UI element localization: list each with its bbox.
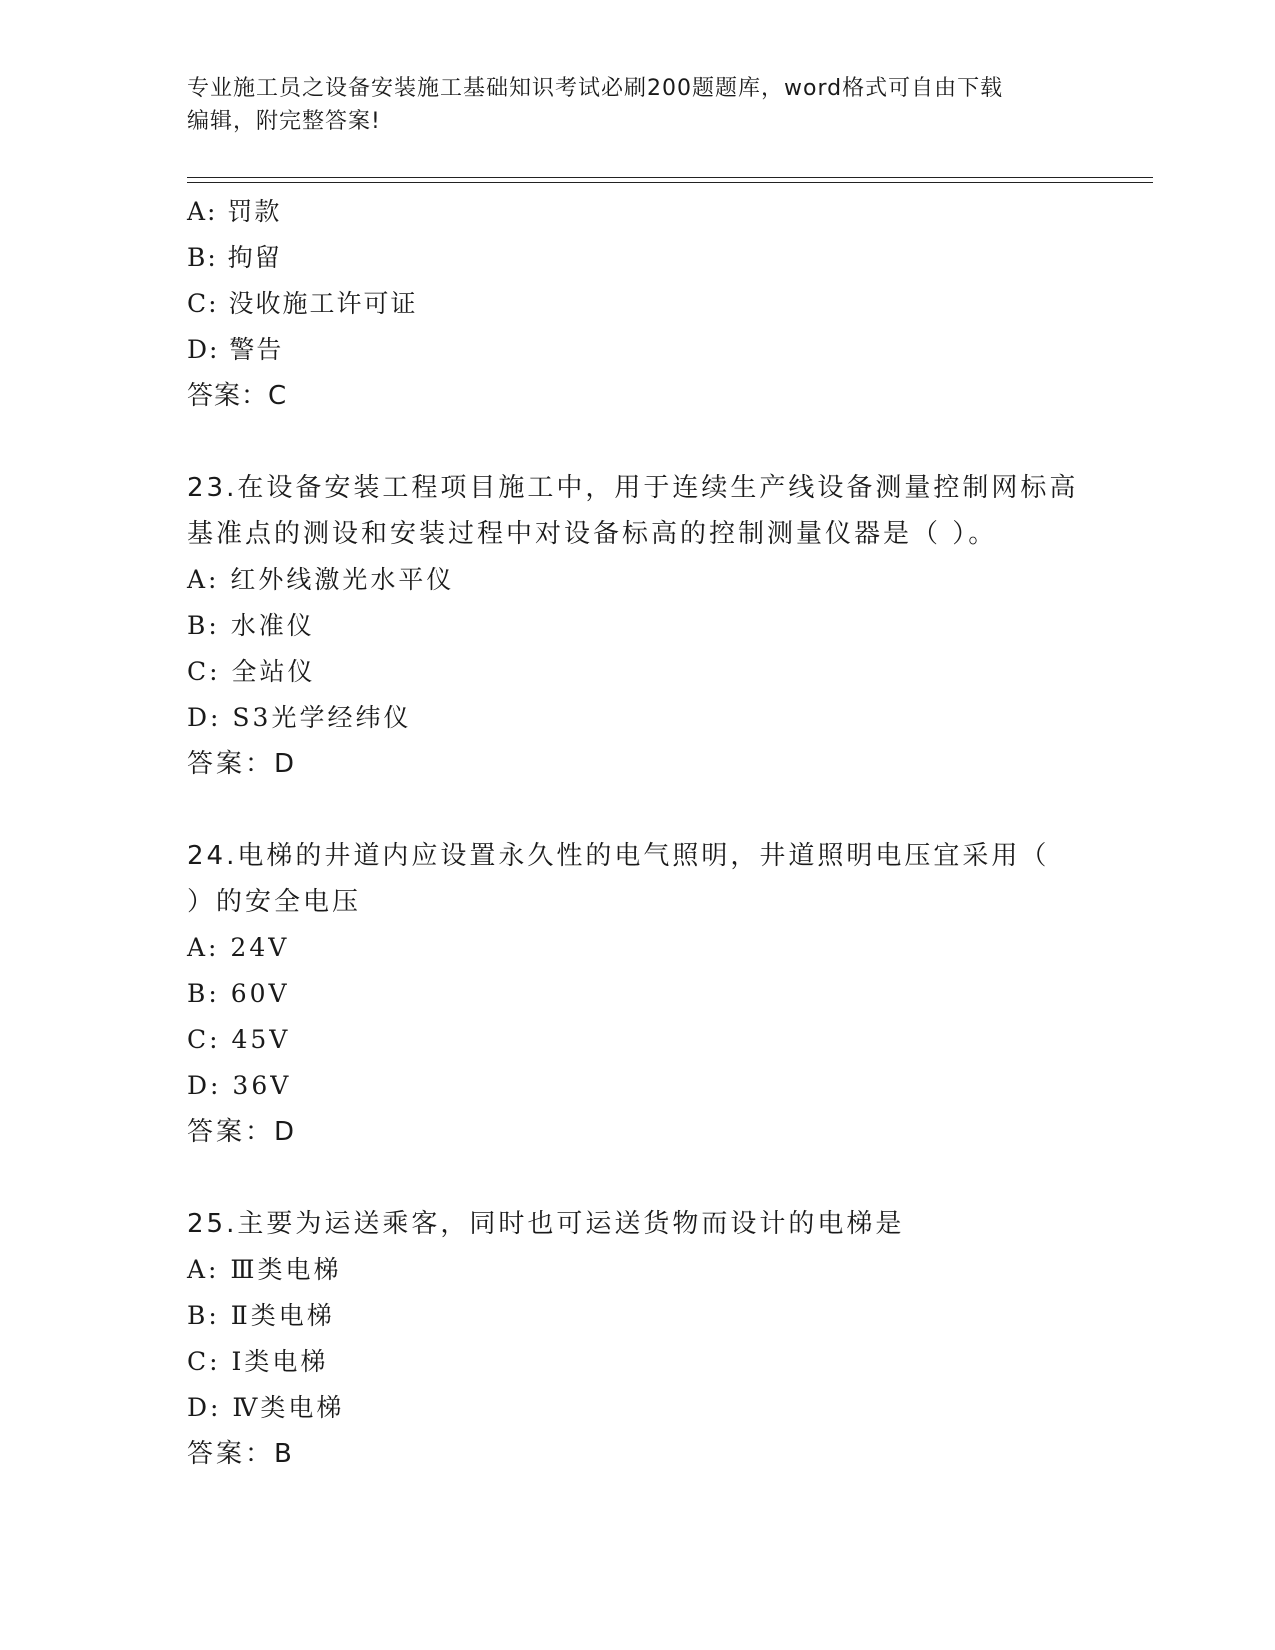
answer: 答案：D [187,1117,298,1147]
option-a: A: 24V [187,933,290,962]
option-c: C: 全站仪 [187,657,316,686]
answer: 答案：B [187,1439,295,1469]
spacer [187,1155,1087,1201]
document-header [187,72,1087,138]
answer: 答案：D [187,749,298,779]
question-25 [187,1201,1087,1477]
option-b: B: Ⅱ类电梯 [187,1301,335,1330]
answer: 答案：C [187,381,288,411]
header-divider-top [187,177,1153,178]
option-a: A: Ⅲ类电梯 [187,1255,342,1284]
header-divider-bottom [187,182,1153,183]
option-b: B: 水准仪 [187,611,315,640]
option-a: A: 红外线激光水平仪 [187,565,455,594]
question-stem-line-1: 24.电梯的井道内应设置永久性的电气照明，井道照明电压宜采用（ [187,841,1050,871]
option-a: A: 罚款 [187,197,282,226]
option-d: D: 36V [187,1071,292,1100]
option-b: B: 拘留 [187,243,282,272]
spacer [187,419,1087,465]
option-c: C: 45V [187,1025,291,1054]
question-22-continued [187,189,1087,419]
header-title-line-1: 专业施工员之设备安装施工基础知识考试必刷200题题库，word格式可自由下载 [187,76,1004,101]
option-d: D: S3光学经纬仪 [187,703,412,732]
spacer [187,787,1087,833]
question-stem-line-1: 23.在设备安装工程项目施工中，用于连续生产线设备测量控制网标高 [187,473,1079,503]
option-d: D: Ⅳ类电梯 [187,1393,345,1422]
question-23 [187,465,1087,787]
question-list [187,189,1087,1477]
option-d: D: 警告 [187,335,284,364]
option-c: C: 没收施工许可证 [187,289,418,318]
question-24 [187,833,1087,1155]
option-b: B: 60V [187,979,290,1008]
question-stem-line-2: ）的安全电压 [187,887,362,917]
question-stem-line-2: 基准点的测设和安装过程中对设备标高的控制测量仪器是（ ）。 [187,519,998,549]
header-title-line-2: 编辑，附完整答案! [187,109,381,134]
question-stem-line-1: 25.主要为运送乘客，同时也可运送货物而设计的电梯是 [187,1209,905,1239]
option-c: C: Ⅰ类电梯 [187,1347,329,1376]
